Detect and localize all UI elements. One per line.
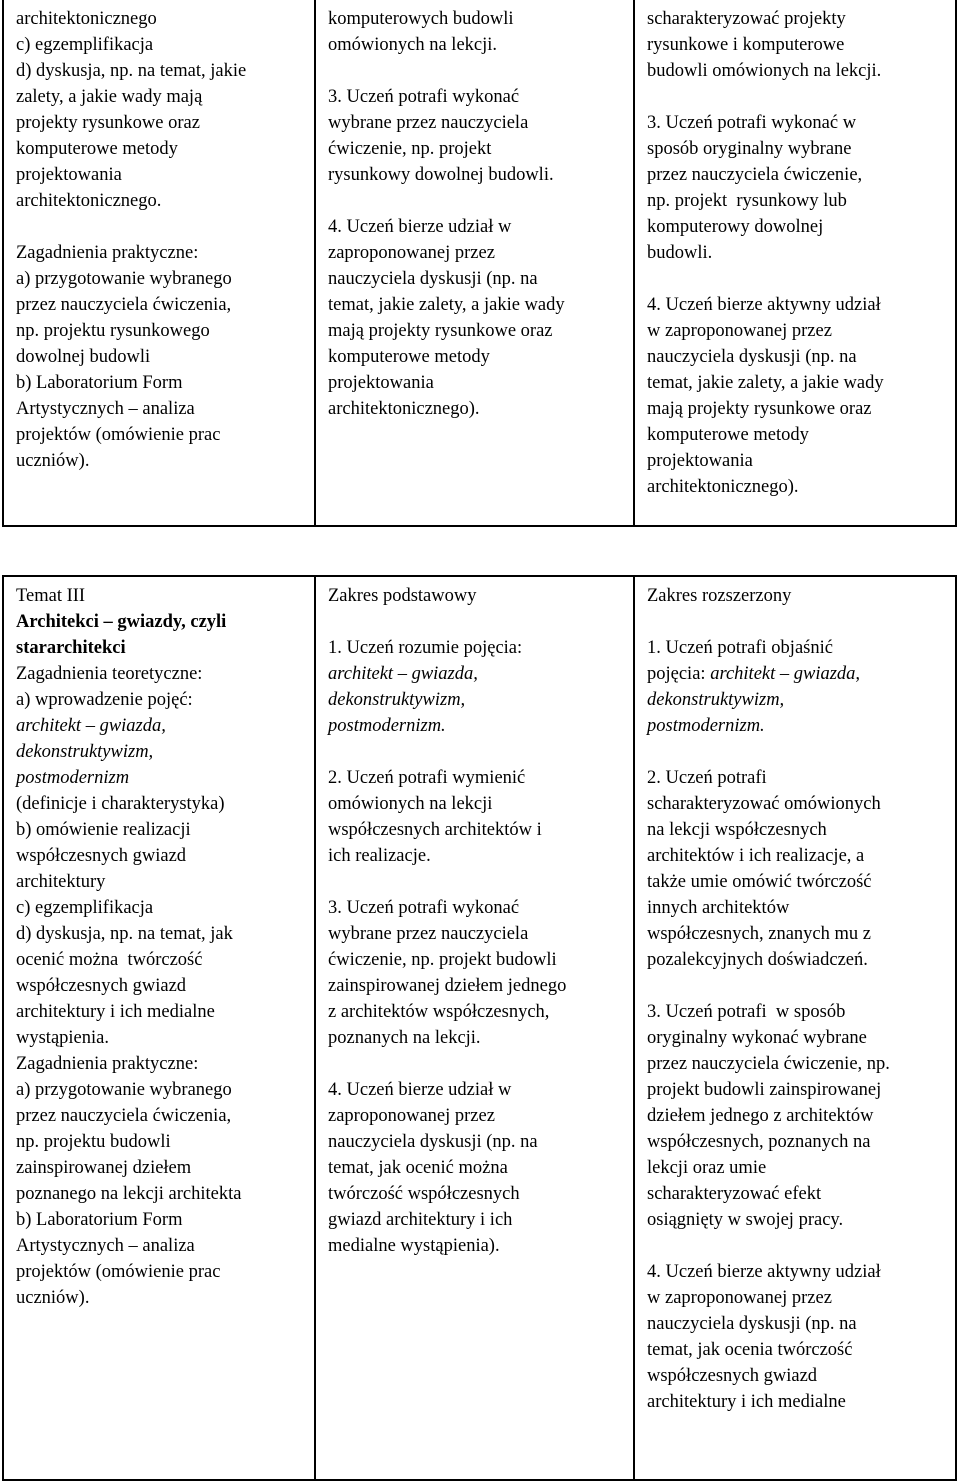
text-line: ćwiczenie, np. projekt: [328, 139, 492, 159]
extended-p1-line2: [647, 661, 947, 687]
text-line: a) przygotowanie wybranego: [16, 269, 232, 289]
basic-p2: [328, 765, 625, 869]
text-line: 4. Uczeń bierze udział w: [328, 1080, 512, 1100]
text-line: współczesnych gwiazd: [647, 1366, 818, 1386]
theory-item-a: a) wprowadzenie pojęć:: [16, 690, 193, 710]
text-line: temat, jak ocenić można: [328, 1158, 508, 1178]
blank-line: [647, 84, 947, 110]
text-line: omówionych na lekcji: [328, 794, 493, 814]
text-line: architektonicznego).: [328, 399, 480, 419]
extended-p4: [647, 1259, 947, 1415]
text-line: 3. Uczeń potrafi wykonać: [328, 87, 520, 107]
lower-cell-basic: [315, 576, 634, 1480]
text-line: z architektów współczesnych,: [328, 1002, 550, 1022]
text-line: wybrane przez nauczyciela: [328, 113, 529, 133]
text-line: b) omówienie realizacji: [16, 820, 191, 840]
text-line: komputerowe metody: [16, 139, 178, 159]
text-line: d) dyskusja, np. na temat, jakie: [16, 61, 247, 81]
text-line: przez nauczyciela ćwiczenia,: [16, 295, 232, 315]
text-line: mają projekty rysunkowe oraz: [328, 321, 553, 341]
text-line: scharakteryzować efekt: [647, 1184, 822, 1204]
practice-items: [16, 1077, 306, 1311]
text-line: twórczość współczesnych: [328, 1184, 520, 1204]
text-line: temat, jak ocenia twórczość: [647, 1340, 853, 1360]
text-line: komputerowe metody: [647, 425, 809, 445]
text-line: nauczyciela dyskusji (np. na: [328, 269, 538, 289]
extended-p1-plain: pojęcia:: [647, 664, 711, 684]
text-line: np. projektu budowli: [16, 1132, 171, 1152]
text-line: Artystycznych – analiza: [16, 1236, 195, 1256]
text-line: przez nauczyciela ćwiczenie, np.: [647, 1054, 890, 1074]
text-line: rysunkowe i komputerowe: [647, 35, 845, 55]
text-line: ocenić można twórczość: [16, 950, 203, 970]
text-line: nauczyciela dyskusji (np. na: [647, 347, 857, 367]
extended-p3: [647, 999, 947, 1233]
text-line: w zaproponowanej przez: [647, 1288, 832, 1308]
text-line: zaproponowanej przez: [328, 243, 495, 263]
text-line: c) egzemplifikacja: [16, 35, 154, 55]
blank-line: [328, 188, 625, 214]
text-line: współczesnych, poznanych na: [647, 1132, 871, 1152]
text-line: gwiazd architektury i ich: [328, 1210, 513, 1230]
text-line: oryginalny wykonać wybrane: [647, 1028, 867, 1048]
theory-terms: [16, 713, 306, 791]
text-line: scharakteryzować omówionych: [647, 794, 881, 814]
text-line: np. projekt rysunkowy lub: [647, 191, 847, 211]
extended-p1-terms: [647, 687, 947, 739]
text-line: poznanego na lekcji architekta: [16, 1184, 242, 1204]
topic-title-line2: stararchitekci: [16, 638, 126, 658]
lower-table: [2, 575, 957, 1481]
text-line: dowolnej budowli: [16, 347, 151, 367]
text-line: w zaproponowanej przez: [647, 321, 832, 341]
text-line: 3. Uczeń potrafi wykonać: [328, 898, 520, 918]
text-line: współczesnych architektów i: [328, 820, 542, 840]
text-line: architektonicznego.: [16, 191, 162, 211]
text-line: osiągnięty w swojej pracy.: [647, 1210, 844, 1230]
basic-p1-terms: [328, 661, 625, 739]
text-line: 3. Uczeń potrafi w sposób: [647, 1002, 846, 1022]
text-line: c) egzemplifikacja: [16, 898, 154, 918]
text-line: dziełem jednego z architektów: [647, 1106, 874, 1126]
text-line: postmodernizm.: [328, 716, 446, 736]
text-line: 3. Uczeń potrafi wykonać w: [647, 113, 857, 133]
text-line: komputerowych budowli: [328, 9, 514, 29]
text-line: architektów i ich realizacje, a: [647, 846, 865, 866]
text-line: sposób oryginalny wybrane: [647, 139, 852, 159]
text-line: b) Laboratorium Form: [16, 373, 183, 393]
text-line: innych architektów: [647, 898, 790, 918]
text-line: zainspirowanej dziełem: [16, 1158, 192, 1178]
text-line: budowli.: [647, 243, 713, 263]
text-line: projektów (omówienie prac: [16, 1262, 221, 1282]
text-line: 2. Uczeń potrafi wymienić: [328, 768, 526, 788]
text-line: także umie omówić twórczość: [647, 872, 872, 892]
upper-cell-basic: [315, 0, 634, 526]
text-line: zalety, a jakie wady mają: [16, 87, 203, 107]
extended-p1-line1: 1. Uczeń potrafi objaśnić: [647, 638, 833, 658]
text-line: dekonstruktywizm,: [328, 690, 466, 710]
upper-col3-text: [647, 6, 947, 500]
text-line: temat, jakie zalety, a jakie wady: [328, 295, 565, 315]
text-line: architektonicznego).: [647, 477, 799, 497]
practice-heading: Zagadnienia praktyczne:: [16, 1054, 199, 1074]
text-line: pozalekcyjnych doświadczeń.: [647, 950, 868, 970]
lower-cell-extended: [634, 576, 956, 1480]
text-line: projektowania: [16, 165, 122, 185]
upper-cell-topic: [3, 0, 315, 526]
text-line: np. projektu rysunkowego: [16, 321, 210, 341]
text-line: architektury i ich medialne: [647, 1392, 846, 1412]
text-line: 4. Uczeń bierze aktywny udział: [647, 1262, 881, 1282]
text-line: postmodernizm: [16, 768, 130, 788]
topic-title-line1: Architekci – gwiazdy, czyli: [16, 612, 227, 632]
text-line: postmodernizm.: [647, 716, 765, 736]
text-line: dekonstruktywizm,: [647, 690, 785, 710]
theory-heading: Zagadnienia teoretyczne:: [16, 664, 203, 684]
theory-rest: [16, 791, 306, 1051]
blank-line: [16, 214, 306, 240]
text-line: uczniów).: [16, 1288, 90, 1308]
text-line: zainspirowanej dziełem jednego: [328, 976, 567, 996]
text-line: architekt – gwiazda,: [16, 716, 166, 736]
topic-label: Temat III: [16, 586, 86, 606]
blank-line: [328, 58, 625, 84]
text-line: nauczyciela dyskusji (np. na: [328, 1132, 538, 1152]
extended-p2: [647, 765, 947, 973]
text-line: projektów (omówienie prac: [16, 425, 221, 445]
text-line: 4. Uczeń bierze aktywny udział: [647, 295, 881, 315]
basic-p3: [328, 895, 625, 1051]
text-line: na lekcji współczesnych: [647, 820, 827, 840]
text-line: poznanych na lekcji.: [328, 1028, 481, 1048]
text-line: dekonstruktywizm,: [16, 742, 154, 762]
text-line: współczesnych, znanych mu z: [647, 924, 871, 944]
text-line: architektury: [16, 872, 106, 892]
upper-col1-text: [16, 6, 306, 474]
text-line: współczesnych gwiazd: [16, 846, 187, 866]
text-line: projekty rysunkowe oraz: [16, 113, 200, 133]
text-line: komputerowy dowolnej: [647, 217, 824, 237]
text-line: 4. Uczeń bierze udział w: [328, 217, 512, 237]
text-line: omówionych na lekcji.: [328, 35, 498, 55]
text-line: 2. Uczeń potrafi: [647, 768, 767, 788]
blank-line: [647, 266, 947, 292]
upper-col2-text: [328, 6, 625, 422]
text-line: współczesnych gwiazd: [16, 976, 187, 996]
text-line: przez nauczyciela ćwiczenia,: [16, 1106, 232, 1126]
text-line: komputerowe metody: [328, 347, 490, 367]
text-line: b) Laboratorium Form: [16, 1210, 183, 1230]
text-line: ćwiczenie, np. projekt budowli: [328, 950, 557, 970]
text-line: Artystycznych – analiza: [16, 399, 195, 419]
upper-table: [2, 0, 957, 527]
text-line: projekt budowli zainspirowanej: [647, 1080, 882, 1100]
text-line: lekcji oraz umie: [647, 1158, 767, 1178]
lower-cell-topic: [3, 576, 315, 1480]
text-line: medialne wystąpienia).: [328, 1236, 500, 1256]
basic-p1-intro: 1. Uczeń rozumie pojęcia:: [328, 638, 523, 658]
text-line: projektowania: [647, 451, 753, 471]
text-line: scharakteryzować projekty: [647, 9, 846, 29]
text-line: d) dyskusja, np. na temat, jak: [16, 924, 233, 944]
extended-p1-term: architekt – gwiazda,: [710, 664, 861, 684]
text-line: nauczyciela dyskusji (np. na: [647, 1314, 857, 1334]
text-line: mają projekty rysunkowe oraz: [647, 399, 872, 419]
text-line: zaproponowanej przez: [328, 1106, 495, 1126]
text-line: Zagadnienia praktyczne:: [16, 243, 199, 263]
text-line: ich realizacje.: [328, 846, 431, 866]
text-line: rysunkowy dowolnej budowli.: [328, 165, 554, 185]
text-line: przez nauczyciela ćwiczenie,: [647, 165, 863, 185]
extended-heading: Zakres rozszerzony: [647, 586, 792, 606]
upper-cell-extended: [634, 0, 956, 526]
text-line: (definicje i charakterystyka): [16, 794, 225, 814]
text-line: temat, jakie zalety, a jakie wady: [647, 373, 884, 393]
text-line: a) przygotowanie wybranego: [16, 1080, 232, 1100]
basic-heading: Zakres podstawowy: [328, 586, 477, 606]
text-line: wybrane przez nauczyciela: [328, 924, 529, 944]
text-line: projektowania: [328, 373, 434, 393]
text-line: architekt – gwiazda,: [328, 664, 478, 684]
text-line: uczniów).: [16, 451, 90, 471]
text-line: architektonicznego: [16, 9, 157, 29]
text-line: architektury i ich medialne: [16, 1002, 215, 1022]
text-line: wystąpienia.: [16, 1028, 109, 1048]
text-line: budowli omówionych na lekcji.: [647, 61, 882, 81]
basic-p4: [328, 1077, 625, 1259]
